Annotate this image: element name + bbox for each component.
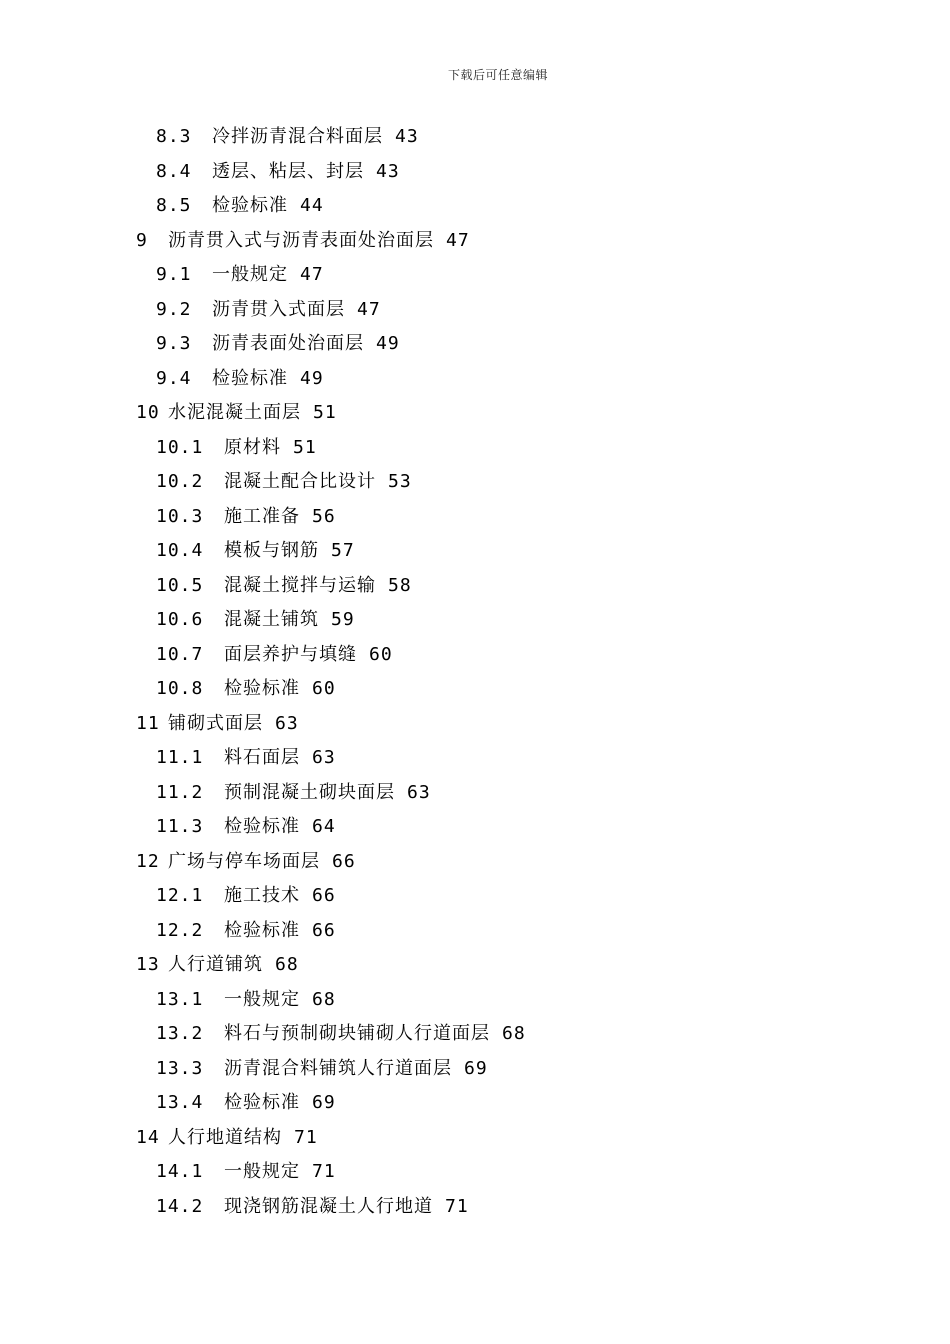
toc-entry-number: 12.1 bbox=[156, 885, 204, 906]
toc-entry-title: 检验标准 bbox=[224, 919, 300, 941]
toc-section-entry bbox=[156, 810, 336, 844]
toc-entry-page-number: 69 bbox=[464, 1057, 488, 1079]
toc-entry-number: 13 bbox=[136, 954, 160, 975]
toc-entry-page-number: 51 bbox=[293, 436, 317, 458]
toc-section-entry bbox=[156, 638, 393, 672]
toc-entry-number: 10 bbox=[136, 402, 160, 423]
toc-section-entry bbox=[156, 500, 336, 534]
toc-entry-title: 铺砌式面层 bbox=[168, 712, 263, 734]
toc-entry-page-number: 63 bbox=[312, 747, 336, 768]
toc-section-entry bbox=[156, 914, 336, 948]
toc-entry-page-number: 68 bbox=[502, 1023, 526, 1044]
toc-section-entry bbox=[156, 327, 400, 361]
toc-entry-title: 检验标准 bbox=[212, 195, 288, 216]
toc-entry-number: 8.4 bbox=[156, 160, 192, 182]
toc-entry-number: 14.2 bbox=[156, 1195, 204, 1217]
toc-section-entry bbox=[156, 603, 355, 637]
toc-entry-number: 14.1 bbox=[156, 1161, 204, 1182]
toc-entry-number: 11.1 bbox=[156, 747, 204, 768]
toc-entry-title: 混凝土配合比设计 bbox=[224, 471, 376, 492]
toc-section-entry bbox=[156, 1017, 526, 1051]
toc-entry-page-number: 71 bbox=[445, 1195, 469, 1217]
toc-section-entry bbox=[156, 1052, 488, 1086]
toc-entry-page-number: 66 bbox=[332, 850, 356, 872]
toc-entry-page-number: 60 bbox=[369, 643, 393, 665]
toc-entry-page-number: 53 bbox=[388, 471, 412, 492]
toc-entry-page-number: 47 bbox=[357, 298, 381, 320]
toc-entry-title: 施工准备 bbox=[224, 505, 300, 527]
toc-entry-title: 模板与钢筋 bbox=[224, 540, 319, 561]
toc-entry-number: 12.2 bbox=[156, 919, 204, 941]
toc-entry-title: 沥青贯入式面层 bbox=[212, 298, 345, 320]
toc-entry-number: 14 bbox=[136, 1126, 160, 1148]
toc-section-entry bbox=[156, 569, 412, 603]
toc-entry-number: 11.2 bbox=[156, 781, 204, 803]
toc-entry-page-number: 71 bbox=[294, 1126, 318, 1148]
toc-entry-number: 13.3 bbox=[156, 1057, 204, 1079]
toc-section-entry bbox=[156, 983, 336, 1017]
toc-entry-title: 检验标准 bbox=[224, 678, 300, 699]
toc-chapter-entry bbox=[136, 1121, 318, 1155]
toc-section-entry bbox=[156, 1086, 336, 1120]
toc-entry-title: 人行道铺筑 bbox=[168, 954, 263, 975]
toc-section-entry bbox=[156, 672, 336, 706]
toc-entry-page-number: 43 bbox=[376, 160, 400, 182]
toc-entry-page-number: 56 bbox=[312, 505, 336, 527]
toc-section-entry bbox=[156, 293, 381, 327]
toc-entry-title: 人行地道结构 bbox=[168, 1126, 282, 1148]
toc-entry-number: 10.2 bbox=[156, 471, 204, 492]
toc-entry-page-number: 44 bbox=[300, 195, 324, 216]
toc-entry-page-number: 63 bbox=[275, 712, 299, 734]
toc-entry-page-number: 43 bbox=[395, 126, 419, 147]
toc-entry-number: 13.2 bbox=[156, 1023, 204, 1044]
toc-section-entry bbox=[156, 1155, 336, 1189]
toc-entry-page-number: 71 bbox=[312, 1161, 336, 1182]
toc-entry-number: 10.6 bbox=[156, 609, 204, 630]
toc-entry-page-number: 63 bbox=[407, 781, 431, 803]
toc-entry-number: 11 bbox=[136, 712, 160, 734]
toc-chapter-entry bbox=[136, 845, 356, 879]
toc-entry-page-number: 58 bbox=[388, 574, 412, 596]
toc-chapter-entry bbox=[136, 948, 299, 982]
toc-section-entry bbox=[156, 189, 324, 223]
toc-entry-title: 沥青表面处治面层 bbox=[212, 333, 364, 354]
toc-section-entry bbox=[156, 155, 400, 189]
toc-entry-title: 水泥混凝土面层 bbox=[168, 402, 301, 423]
toc-entry-number: 9.4 bbox=[156, 367, 192, 389]
toc-entry-title: 检验标准 bbox=[212, 367, 288, 389]
page-header: 下载后可任意编辑 bbox=[447, 68, 548, 82]
toc-entry-page-number: 47 bbox=[446, 229, 470, 251]
toc-section-entry bbox=[156, 1190, 469, 1224]
toc-chapter-entry bbox=[136, 224, 470, 258]
toc-entry-number: 10.5 bbox=[156, 574, 204, 596]
toc-entry-title: 现浇钢筋混凝土人行地道 bbox=[224, 1195, 433, 1217]
toc-entry-title: 检验标准 bbox=[224, 1092, 300, 1113]
toc-entry-page-number: 59 bbox=[331, 609, 355, 630]
toc-entry-number: 8.5 bbox=[156, 195, 192, 216]
toc-entry-title: 一般规定 bbox=[224, 988, 300, 1010]
toc-entry-number: 13.1 bbox=[156, 988, 204, 1010]
toc-entry-number: 10.1 bbox=[156, 436, 204, 458]
toc-entry-number: 9.2 bbox=[156, 298, 192, 320]
toc-entry-number: 8.3 bbox=[156, 126, 192, 147]
toc-entry-title: 料石与预制砌块铺砌人行道面层 bbox=[224, 1023, 490, 1044]
toc-entry-title: 混凝土搅拌与运输 bbox=[224, 574, 376, 596]
toc-entry-number: 9.3 bbox=[156, 333, 192, 354]
toc-entry-number: 10.7 bbox=[156, 643, 204, 665]
toc-entry-number: 9 bbox=[136, 229, 148, 251]
toc-entry-title: 沥青贯入式与沥青表面处治面层 bbox=[168, 229, 434, 251]
toc-entry-page-number: 64 bbox=[312, 816, 336, 837]
toc-entry-number: 10.3 bbox=[156, 505, 204, 527]
toc-entry-title: 原材料 bbox=[224, 436, 281, 458]
toc-entry-page-number: 66 bbox=[312, 919, 336, 941]
toc-entry-page-number: 68 bbox=[275, 954, 299, 975]
toc-entry-title: 一般规定 bbox=[212, 264, 288, 285]
toc-entry-number: 9.1 bbox=[156, 264, 192, 285]
toc-entry-page-number: 66 bbox=[312, 885, 336, 906]
toc-entry-page-number: 51 bbox=[313, 402, 337, 423]
toc-entry-title: 面层养护与填缝 bbox=[224, 643, 357, 665]
toc-section-entry bbox=[156, 534, 355, 568]
toc-section-entry bbox=[156, 741, 336, 775]
toc-entry-title: 冷拌沥青混合料面层 bbox=[212, 126, 383, 147]
toc-entry-title: 广场与停车场面层 bbox=[168, 850, 320, 872]
toc-section-entry bbox=[156, 258, 324, 292]
toc-entry-number: 13.4 bbox=[156, 1092, 204, 1113]
toc-entry-title: 透层、粘层、封层 bbox=[212, 160, 364, 182]
toc-section-entry bbox=[156, 465, 412, 499]
toc-entry-title: 一般规定 bbox=[224, 1161, 300, 1182]
toc-entry-page-number: 69 bbox=[312, 1092, 336, 1113]
toc-chapter-entry bbox=[136, 396, 337, 430]
toc-entry-number: 11.3 bbox=[156, 816, 204, 837]
toc-entry-title: 施工技术 bbox=[224, 885, 300, 906]
toc-entry-page-number: 60 bbox=[312, 678, 336, 699]
toc-entry-page-number: 47 bbox=[300, 264, 324, 285]
toc-entry-title: 混凝土铺筑 bbox=[224, 609, 319, 630]
toc-entry-page-number: 49 bbox=[376, 333, 400, 354]
toc-entry-title: 检验标准 bbox=[224, 816, 300, 837]
toc-entry-title: 预制混凝土砌块面层 bbox=[224, 781, 395, 803]
toc-section-entry bbox=[156, 431, 317, 465]
toc-entry-page-number: 49 bbox=[300, 367, 324, 389]
toc-section-entry bbox=[156, 879, 336, 913]
toc-chapter-entry bbox=[136, 707, 299, 741]
toc-entry-title: 料石面层 bbox=[224, 747, 300, 768]
toc-section-entry bbox=[156, 362, 324, 396]
toc-entry-number: 10.4 bbox=[156, 540, 204, 561]
toc-entry-number: 10.8 bbox=[156, 678, 204, 699]
toc-entry-title: 沥青混合料铺筑人行道面层 bbox=[224, 1057, 452, 1079]
toc-section-entry bbox=[156, 776, 431, 810]
toc-section-entry bbox=[156, 120, 419, 154]
toc-entry-page-number: 68 bbox=[312, 988, 336, 1010]
toc-entry-page-number: 57 bbox=[331, 540, 355, 561]
toc-entry-number: 12 bbox=[136, 850, 160, 872]
